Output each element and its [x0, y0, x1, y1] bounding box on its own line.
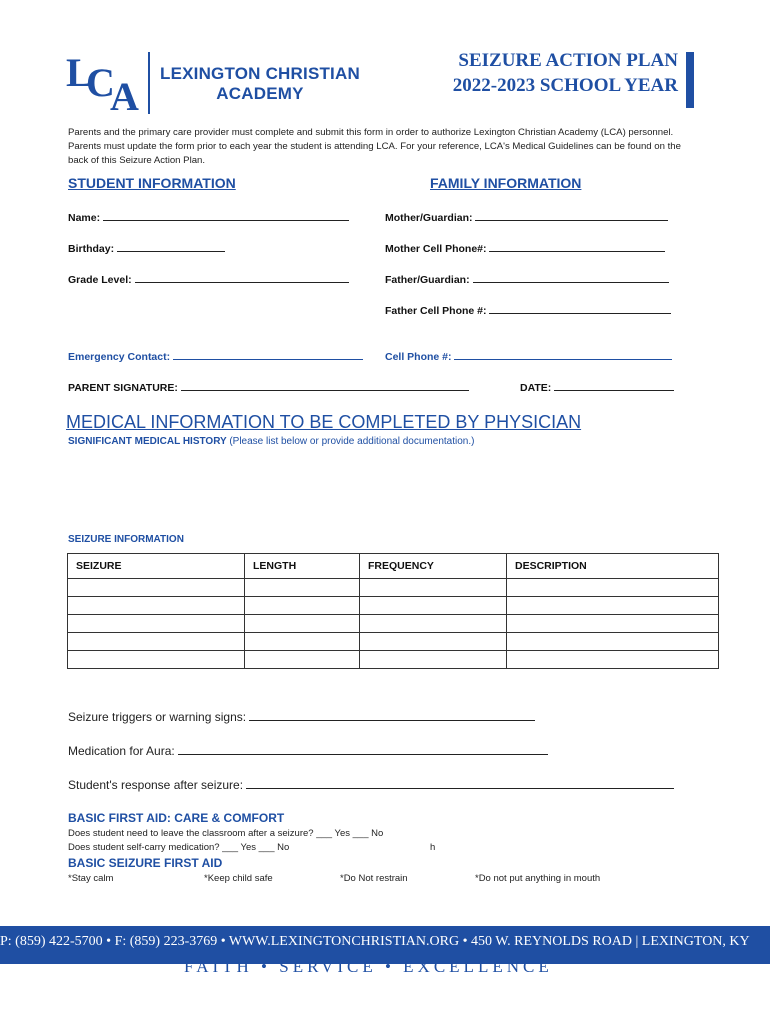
- table-cell[interactable]: [245, 579, 360, 597]
- date-label: DATE:: [520, 382, 552, 394]
- parent-signature-label: PARENT SIGNATURE:: [68, 382, 178, 394]
- table-cell[interactable]: [507, 615, 719, 633]
- name-label: Name:: [68, 212, 101, 224]
- table-cell[interactable]: [360, 615, 507, 633]
- svg-text:L: L: [66, 52, 93, 95]
- tip-do-not-restrain: *Do Not restrain: [340, 873, 408, 884]
- table-cell[interactable]: [68, 579, 245, 597]
- grade-label: Grade Level:: [68, 274, 132, 286]
- col-frequency: FREQUENCY: [360, 554, 507, 579]
- emergency-cell-line[interactable]: [454, 349, 672, 360]
- date-field[interactable]: [520, 380, 674, 394]
- mother-field[interactable]: [385, 210, 668, 224]
- table-cell[interactable]: [68, 615, 245, 633]
- seizure-table-header: [68, 554, 719, 579]
- seizure-first-aid-heading: BASIC SEIZURE FIRST AID: [68, 856, 223, 870]
- medical-heading: MEDICAL INFORMATION TO BE COMPLETED BY PHYSICIAN: [66, 412, 582, 432]
- medical-history-heading: [68, 436, 474, 447]
- parent-signature-line[interactable]: [181, 380, 469, 391]
- form-title-line1: SEIZURE ACTION PLAN: [458, 50, 678, 71]
- col-seizure: SEIZURE: [68, 554, 245, 579]
- father-field[interactable]: [385, 272, 669, 286]
- table-cell[interactable]: [507, 651, 719, 669]
- table-cell[interactable]: [507, 597, 719, 615]
- seizure-info-heading: SEIZURE INFORMATION: [68, 534, 184, 545]
- birthday-field[interactable]: [68, 241, 225, 255]
- table-cell[interactable]: [68, 597, 245, 615]
- table-cell[interactable]: [68, 651, 245, 669]
- table-cell[interactable]: [68, 633, 245, 651]
- mother-cell-label: Mother Cell Phone#:: [385, 243, 487, 255]
- table-cell[interactable]: [245, 597, 360, 615]
- birthday-line[interactable]: [117, 241, 225, 252]
- parent-signature-field[interactable]: [68, 380, 469, 394]
- school-name-line1: LEXINGTON CHRISTIAN: [160, 64, 360, 83]
- table-cell[interactable]: [507, 579, 719, 597]
- student-info-heading: STUDENT INFORMATION: [68, 175, 236, 191]
- emergency-cell-field[interactable]: [385, 349, 672, 363]
- birthday-label: Birthday:: [68, 243, 115, 255]
- form-title-line2: 2022-2023 SCHOOL YEAR: [452, 75, 678, 96]
- tip-stay-calm: *Stay calm: [68, 873, 114, 884]
- svg-text:A: A: [110, 74, 139, 112]
- aura-label: Medication for Aura:: [68, 744, 175, 758]
- stray-mark: h: [430, 842, 436, 853]
- date-line[interactable]: [554, 380, 674, 391]
- table-cell[interactable]: [507, 633, 719, 651]
- school-name-line2: ACADEMY: [216, 84, 304, 103]
- grade-field[interactable]: [68, 272, 349, 286]
- self-carry-question: Does student self-carry medication? ___ Yes ___ No: [68, 842, 290, 853]
- triggers-label: Seizure triggers or warning signs:: [68, 710, 247, 724]
- lca-logo-icon: [66, 52, 142, 112]
- name-field[interactable]: [68, 210, 349, 224]
- intro-paragraph: Parents and the primary care provider must complete and submit this form in order to authorize Lexington Christian Academy (LCA) personnel. Parents must update the form prior to each year the student is attending LCA. For your reference, LCA's Medical Guidelines can be found on the back of this Seizure Action Plan.: [68, 127, 681, 166]
- medical-history-note: (Please list below or provide additional documentation.): [229, 436, 475, 447]
- table-row: [68, 633, 719, 651]
- name-line[interactable]: [103, 210, 349, 221]
- first-aid-heading: BASIC FIRST AID: CARE & COMFORT: [68, 811, 285, 825]
- svg-text:C: C: [86, 60, 115, 105]
- family-info-heading: FAMILY INFORMATION: [430, 175, 582, 191]
- response-label: Student's response after seizure:: [68, 778, 244, 792]
- col-length: LENGTH: [245, 554, 360, 579]
- form-title: [453, 48, 678, 98]
- emergency-contact-label: Emergency Contact:: [68, 351, 171, 363]
- table-cell[interactable]: [360, 579, 507, 597]
- leave-classroom-question: Does student need to leave the classroom after a seizure? ___ Yes ___ No: [68, 828, 384, 839]
- father-label: Father/Guardian:: [385, 274, 470, 286]
- mother-line[interactable]: [475, 210, 668, 221]
- title-accent-bar: [686, 52, 694, 108]
- response-field[interactable]: [68, 777, 674, 792]
- father-line[interactable]: [473, 272, 669, 283]
- emergency-cell-label: Cell Phone #:: [385, 351, 452, 363]
- father-cell-line[interactable]: [489, 303, 671, 314]
- table-row: [68, 579, 719, 597]
- tip-nothing-in-mouth: *Do not put anything in mouth: [475, 873, 601, 884]
- table-cell[interactable]: [245, 615, 360, 633]
- table-cell[interactable]: [360, 651, 507, 669]
- table-row: [68, 651, 719, 669]
- logo-divider: [148, 52, 150, 114]
- table-cell[interactable]: [245, 651, 360, 669]
- table-row: [68, 597, 719, 615]
- mother-cell-line[interactable]: [489, 241, 665, 252]
- emergency-contact-line[interactable]: [173, 349, 363, 360]
- footer-motto: FAITH • SERVICE • EXCELLENCE: [184, 957, 553, 976]
- triggers-line[interactable]: [249, 709, 535, 721]
- school-name: [160, 64, 360, 104]
- triggers-field[interactable]: [68, 709, 535, 724]
- table-cell[interactable]: [245, 633, 360, 651]
- father-cell-field[interactable]: [385, 303, 671, 317]
- table-row: [68, 615, 719, 633]
- col-description: DESCRIPTION: [507, 554, 719, 579]
- seizure-table: [67, 553, 719, 669]
- aura-line[interactable]: [178, 743, 548, 755]
- emergency-contact-field[interactable]: [68, 349, 363, 363]
- aura-field[interactable]: [68, 743, 548, 758]
- table-cell[interactable]: [360, 633, 507, 651]
- grade-line[interactable]: [135, 272, 349, 283]
- mother-cell-field[interactable]: [385, 241, 665, 255]
- tip-keep-safe: *Keep child safe: [204, 873, 273, 884]
- medical-history-label: SIGNIFICANT MEDICAL HISTORY: [68, 436, 227, 447]
- table-cell[interactable]: [360, 597, 507, 615]
- mother-label: Mother/Guardian:: [385, 212, 473, 224]
- father-cell-label: Father Cell Phone #:: [385, 305, 487, 317]
- response-line[interactable]: [246, 777, 674, 789]
- footer-contact: P: (859) 422-5700 • F: (859) 223-3769 • WWW.LEXINGTONCHRISTIAN.ORG • 450 W. REYNOLDS ROAD | LEXINGTON, KY: [0, 934, 750, 949]
